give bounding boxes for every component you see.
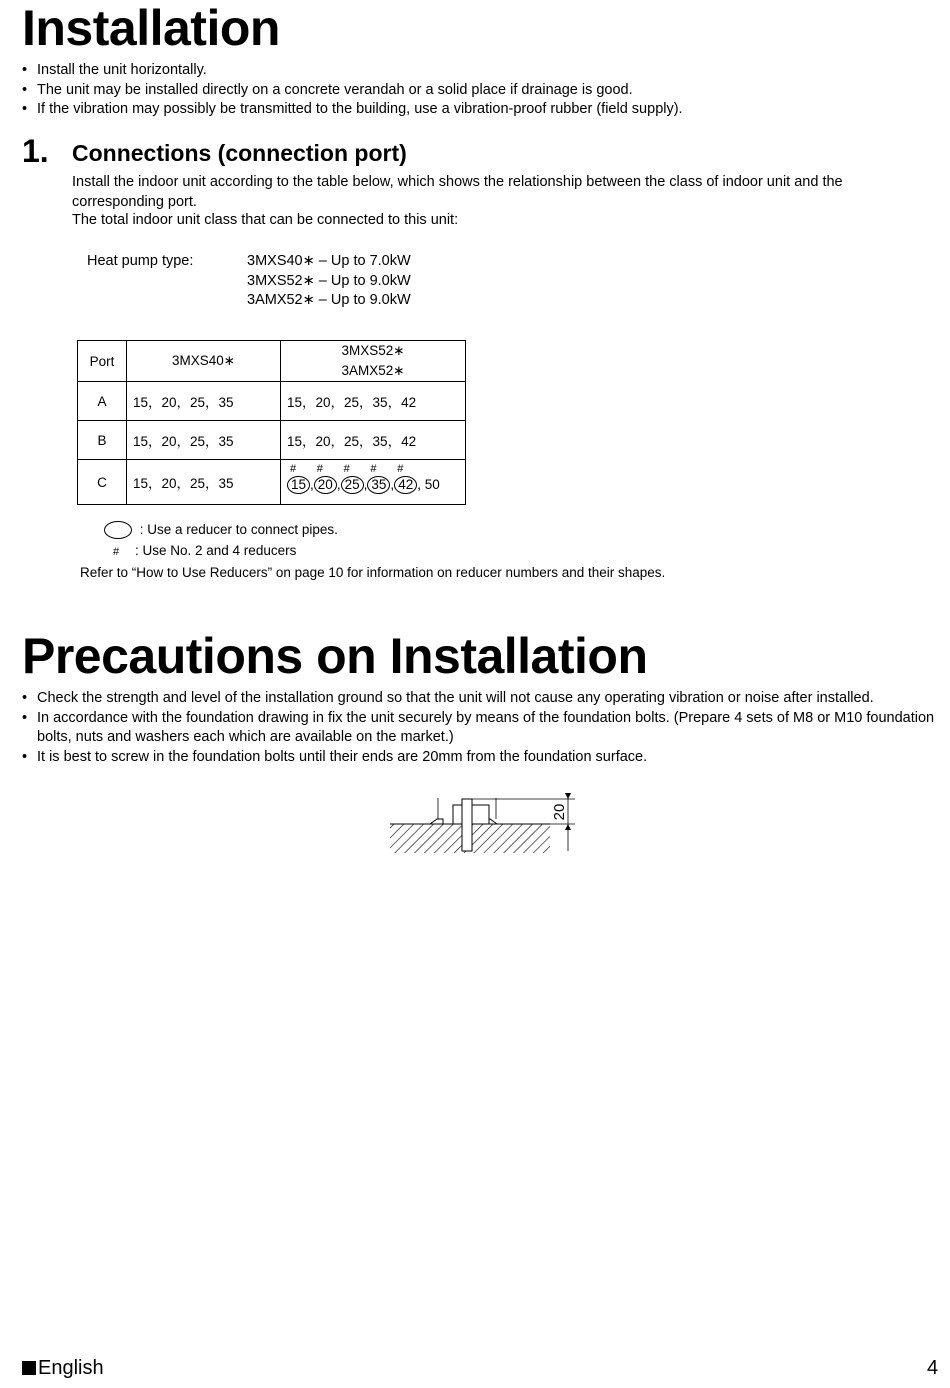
table-header-row bbox=[78, 341, 466, 382]
header-3mxs40: 3MXS40∗ bbox=[127, 341, 281, 382]
page-number: 4 bbox=[927, 1357, 939, 1379]
circled-value: # 42 bbox=[394, 476, 417, 494]
heat-pump-model: 3MXS40∗ – Up to 7.0kW bbox=[247, 253, 411, 269]
washer-left bbox=[430, 819, 443, 824]
table-row bbox=[78, 421, 466, 460]
heat-pump-model: 3AMX52∗ – Up to 9.0kW bbox=[247, 292, 411, 308]
hash-mark: # bbox=[397, 463, 404, 475]
header-port: Port bbox=[78, 341, 127, 382]
list-item: • Install the unit horizontally. bbox=[22, 61, 942, 81]
list-item: • If the vibration may possibly be transmitted to the building, use a vibration-proof rubber (field supply). bbox=[22, 100, 942, 120]
precautions-title: Precautions on Installation bbox=[22, 628, 648, 684]
value-cell: 15，20，25，35 bbox=[127, 382, 281, 421]
foundation-bolt-diagram bbox=[385, 793, 585, 858]
square-icon bbox=[22, 1361, 36, 1375]
circled-value: # 20 bbox=[314, 476, 337, 494]
legend-hash-row bbox=[113, 541, 296, 562]
bolt bbox=[462, 799, 472, 851]
port-cell: C bbox=[78, 460, 127, 505]
footer-language bbox=[22, 1356, 104, 1380]
hash-mark: # bbox=[343, 463, 350, 475]
list-item: • It is best to screw in the foundation bolts until their ends are 20mm from the foundation surface. bbox=[22, 748, 947, 768]
installation-title: Installation bbox=[22, 0, 280, 56]
arrow-top-icon bbox=[565, 793, 571, 799]
value-cell: 15，20，25，35 bbox=[127, 460, 281, 505]
language-label: English bbox=[38, 1357, 104, 1379]
port-cell: A bbox=[78, 382, 127, 421]
heat-pump-models bbox=[247, 252, 411, 311]
connections-total-paragraph: The total indoor unit class that can be connected to this unit: bbox=[72, 212, 459, 228]
legend-oval-row bbox=[104, 520, 338, 540]
circled-value: # 25 bbox=[341, 476, 364, 494]
value-cell: 15，20，25，35，42 bbox=[281, 382, 466, 421]
hash-mark: # bbox=[316, 463, 323, 475]
oval-icon bbox=[104, 521, 132, 539]
section-number: 1. bbox=[22, 133, 49, 169]
legend-hash-text: : Use No. 2 and 4 reducers bbox=[135, 543, 297, 558]
value-cell: 15，20，25，35 bbox=[127, 421, 281, 460]
hash-mark: # bbox=[290, 463, 297, 475]
hash-mark: # bbox=[370, 463, 377, 475]
dimension-label: 20 bbox=[551, 803, 568, 821]
header-3mxs52 bbox=[281, 341, 466, 382]
circled-value: # 35 bbox=[367, 476, 390, 494]
table-row bbox=[78, 382, 466, 421]
connections-paragraph: Install the indoor unit according to the table below, which shows the relationship between the class of indoor unit and the corresponding port. bbox=[72, 174, 843, 210]
list-item: • Check the strength and level of the installation ground so that the unit will not cause any operating vibration or noise after installed. bbox=[22, 689, 947, 709]
hash-symbol: # bbox=[113, 546, 120, 558]
legend-oval-text: : Use a reducer to connect pipes. bbox=[139, 522, 338, 537]
installation-bullets bbox=[22, 61, 942, 120]
table-row bbox=[78, 460, 466, 505]
heat-pump-model: 3MXS52∗ – Up to 9.0kW bbox=[247, 272, 411, 289]
heat-pump-label: Heat pump type: bbox=[87, 253, 194, 269]
circled-value: # 15 bbox=[287, 476, 310, 494]
legend-note: Refer to “How to Use Reducers” on page 10 for information on reducer numbers and their shapes. bbox=[80, 565, 666, 580]
section-title: Connections (connection port) bbox=[72, 140, 407, 166]
value-cell-circled: # 15 , # 20 , # 25 , # 35 , # 42 , 50 bbox=[281, 460, 466, 505]
arrow-bottom-icon bbox=[565, 824, 571, 830]
list-item: • The unit may be installed directly on a concrete verandah or a solid place if drainage is good. bbox=[22, 81, 942, 101]
value-cell: 15，20，25，35，42 bbox=[281, 421, 466, 460]
header-3amx52-line2: 3AMX52∗ bbox=[341, 363, 405, 378]
port-table bbox=[77, 340, 466, 505]
header-3mxs52-line1: 3MXS52∗ bbox=[341, 343, 405, 358]
precautions-bullets bbox=[22, 689, 947, 767]
list-item: • In accordance with the foundation drawing in fix the unit securely by means of the foundation bolts. (Prepare 4 sets of M8 or M10 foundation bolts, nuts and washers each which are available on the market.) bbox=[22, 709, 947, 748]
plain-value: 50 bbox=[424, 477, 440, 492]
port-cell: B bbox=[78, 421, 127, 460]
